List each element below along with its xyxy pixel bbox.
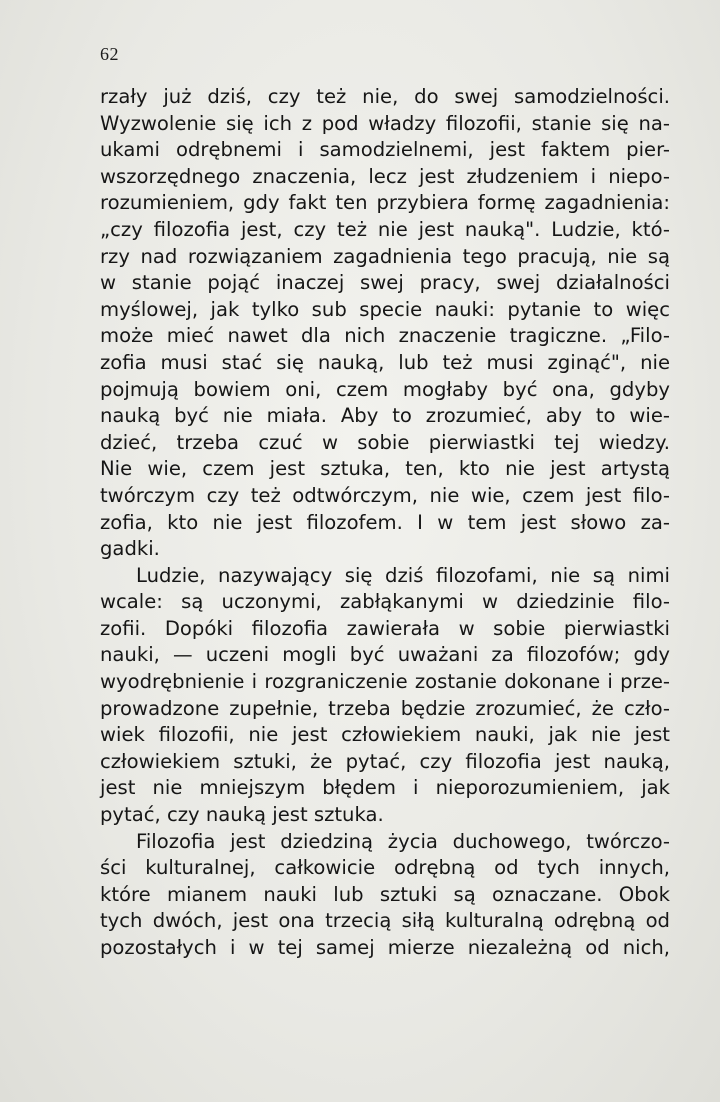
text-line: zofia musi stać się nauką, lub też musi zginąć", nie	[100, 350, 670, 374]
text-line: rzy nad rozwiązaniem zagadnienia tego pracują, nie są	[100, 244, 670, 268]
text-line: nauki, — uczeni mogli być uważani za filozofów; gdy	[100, 643, 670, 667]
text-line: rozumieniem, gdy fakt ten przybiera formę zagadnienia:	[100, 191, 670, 215]
text-line: ści kulturalnej, całkowicie odrębną od tych innych,	[100, 856, 670, 880]
text-line: Filozofia jest dziedziną życia duchowego, twórczo-	[136, 829, 670, 853]
text-line: dzieć, trzeba czuć w sobie pierwiastki tej wiedzy.	[100, 430, 670, 454]
text-line: tych dwóch, jest ona trzecią siłą kulturalną odrębną od	[100, 909, 670, 933]
text-line: Nie wie, czem jest sztuka, ten, kto nie jest artystą	[100, 457, 670, 481]
text-line: prowadzone zupełnie, trzeba będzie zrozumieć, że czło-	[100, 696, 670, 720]
text-line: w stanie pojąć inaczej swej pracy, swej działalności	[100, 271, 670, 295]
paragraph-2	[100, 563, 670, 829]
body-text	[100, 84, 670, 962]
paragraph-3	[100, 829, 670, 962]
text-line: pojmują bowiem oni, czem mogłaby być ona, gdyby	[100, 377, 670, 401]
text-line: wyodrębnienie i rozgraniczenie zostanie dokonane i prze-	[100, 670, 670, 694]
text-line: Wyzwolenie się ich z pod władzy filozofii, stanie się na-	[100, 111, 670, 135]
paragraph-1	[100, 84, 670, 563]
text-line: ukami odrębnemi i samodzielnemi, jest faktem pier-	[100, 138, 670, 162]
text-line: nauką być nie miała. Aby to zrozumieć, aby to wie-	[100, 404, 670, 428]
text-line: wcale: są uczonymi, zabłąkanymi w dziedzinie filo-	[100, 590, 670, 614]
text-line: „czy filozofia jest, czy też nie jest nauką". Ludzie, któ-	[100, 217, 670, 241]
text-line: Ludzie, nazywający się dziś filozofami, nie są nimi	[136, 563, 670, 587]
page-number: 62	[100, 44, 119, 64]
text-line: gadki.	[100, 537, 160, 561]
text-line: jest nie mniejszym błędem i nieporozumieniem, jak	[100, 776, 670, 800]
text-line: rzały już dziś, czy też nie, do swej samodzielności.	[100, 85, 670, 108]
text-line: myślowej, jak tylko sub specie nauki: pytanie to więc	[100, 297, 670, 321]
text-line: może mieć nawet dla nich znaczenie tragiczne. „Filo-	[100, 324, 670, 348]
text-line: wiek filozofii, nie jest człowiekiem nauki, jak nie jest	[100, 723, 670, 747]
text-line: zofii. Dopóki filozofia zawierała w sobie pierwiastki	[100, 616, 670, 640]
text-line: twórczym czy też odtwórczym, nie wie, czem jest filo-	[100, 483, 670, 507]
text-line: pytać, czy nauką jest sztuka.	[100, 803, 384, 827]
text-line: człowiekiem sztuki, że pytać, czy filozofia jest nauką,	[100, 749, 670, 773]
text-line: zofia, kto nie jest filozofem. I w tem jest słowo za-	[100, 510, 670, 534]
text-line: wszorzędnego znaczenia, lecz jest złudzeniem i niepo-	[100, 164, 670, 188]
text-line: pozostałych i w tej samej mierze niezależną od nich,	[100, 936, 670, 959]
text-line: które mianem nauki lub sztuki są oznaczane. Obok	[100, 882, 670, 906]
